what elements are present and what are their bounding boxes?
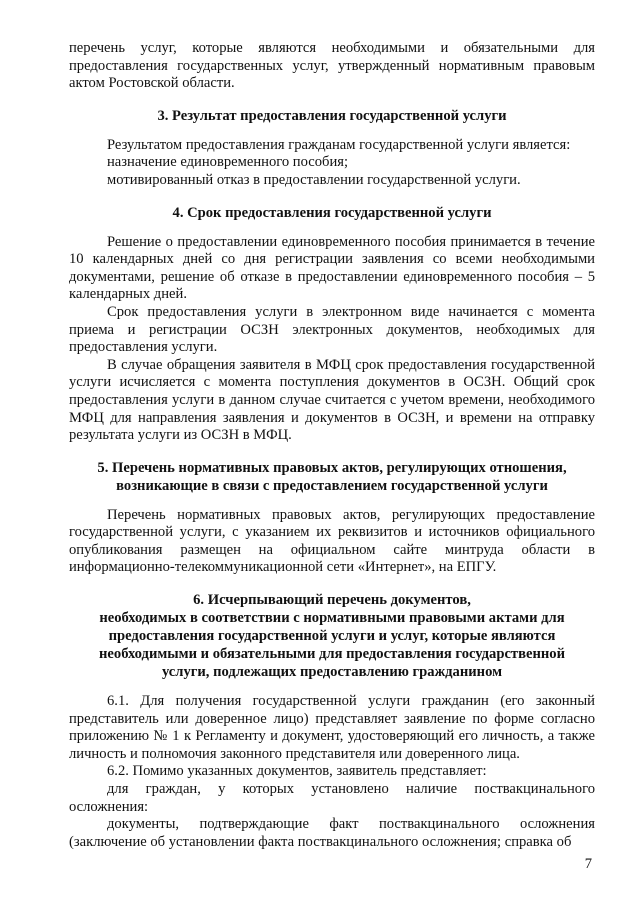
section-6-paragraph: 6.1. Для получения государственной услуги гражданин (его законный представитель или доверенное лицо) представляет заявление по форме согласно приложению № 1 к Регламенту и документ, удостоверяющий его личность, а также личность и полномочия законного представителя или доверенного лица. xyxy=(69,693,595,762)
section-6-heading xyxy=(69,591,595,681)
section-4-paragraph: В случае обращения заявителя в МФЦ срок предоставления государственной услуги исчисляется с момента поступления документов в ОСЗН. Общий срок предоставления услуги в данном случае считается с учетом времени, необходимого МФЦ для направления заявления и документов в ОСЗН, и времени на отправку результата услуги из ОСЗН в МФЦ. xyxy=(69,356,595,444)
section-5-heading-line: 5. Перечень нормативных правовых актов, регулирующих отношения, xyxy=(97,459,567,476)
page-number: 7 xyxy=(584,856,592,872)
section-6-paragraph: для граждан, у которых установлено наличие поствакцинального осложнения: xyxy=(69,781,595,815)
document-body xyxy=(69,40,595,851)
section-6-heading-line: услуги, подлежащих предоставлению гражданином xyxy=(161,664,503,681)
section-4-paragraph: Срок предоставления услуги в электронном виде начинается с момента приема и регистрации ОСЗН электронных документов, необходимых для предоставления услуги. xyxy=(69,303,595,356)
section-6-heading-line: предоставления государственной услуги и услуг, которые являются xyxy=(108,628,556,645)
section-6-heading-line: 6. Исчерпывающий перечень документов, xyxy=(193,592,471,609)
section-3-paragraph: назначение единовременного пособия; xyxy=(107,154,349,171)
section-3-heading: 3. Результат предоставления государственной услуги xyxy=(157,107,507,124)
section-6-heading-line: необходимыми и обязательными для предоставления государственной xyxy=(99,646,565,663)
section-6-paragraph: документы, подтверждающие факт поствакцинального осложнения (заключение об установлении факта поствакцинального осложнения; справка об xyxy=(69,816,595,850)
section-6-heading-line: необходимых в соответствии с нормативными правовыми актами для xyxy=(99,610,565,627)
section-4-paragraph: Решение о предоставлении единовременного пособия принимается в течение 10 календарных дней со дня регистрации заявления со всеми необходимыми документами, решение об отказе в предоставлении единовременного пособия – 5 календарных дней. xyxy=(69,233,595,303)
intro-paragraph: перечень услуг, которые являются необходимыми и обязательными для предоставления государственных услуг, утвержденный нормативным правовым актом Ростовской области. xyxy=(69,40,595,92)
section-5-heading xyxy=(69,459,595,495)
section-5-heading-line: возникающие в связи с предоставлением государственной услуги xyxy=(116,477,548,494)
section-4-heading: 4. Срок предоставления государственной услуги xyxy=(172,204,492,221)
section-3-paragraph: мотивированный отказ в предоставлении государственной услуги. xyxy=(107,171,521,188)
section-3-paragraph: Результатом предоставления гражданам государственной услуги является: xyxy=(107,136,571,153)
section-6-paragraph: 6.2. Помимо указанных документов, заявитель представляет: xyxy=(107,763,487,780)
section-5-paragraph: Перечень нормативных правовых актов, регулирующих предоставление государственной услуги, с указанием их реквизитов и источников официального опубликования размещен на официальном сайте минтруда области в информационно-телекоммуникационной сети «Интернет», на ЕПГУ. xyxy=(69,506,595,576)
